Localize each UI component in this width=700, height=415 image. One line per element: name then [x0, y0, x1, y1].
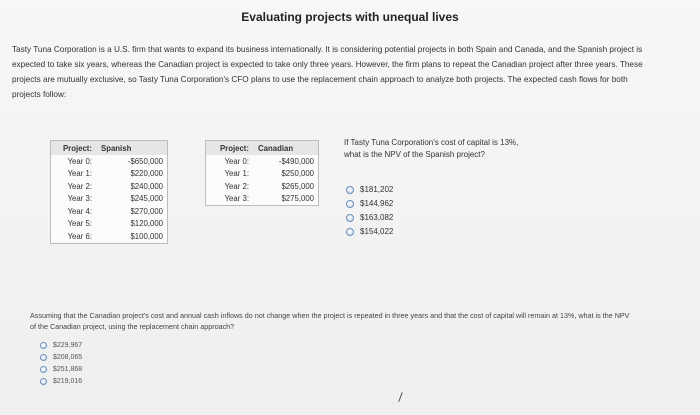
- year-label: Year 6:: [67, 231, 92, 241]
- radio-button[interactable]: [40, 342, 47, 349]
- option-label: $144,962: [360, 199, 394, 208]
- answer-option[interactable]: [40, 354, 82, 361]
- radio-button[interactable]: [40, 354, 47, 361]
- project-name: Canadian: [255, 141, 318, 155]
- year-label: Year 1:: [224, 169, 249, 179]
- table-row: [51, 168, 167, 181]
- option-label: $154,022: [360, 227, 394, 236]
- question-canadian-npv: Assuming that the Canadian project's cost and annual cash inflows do not change when the project is repeated in three years and that the cost of capital will remain at 13%, what is the NPV of the Canadian project, using the replacement chain approach?: [30, 311, 630, 331]
- canadian-cash-flow-table: [205, 140, 319, 206]
- radio-button[interactable]: [346, 186, 354, 194]
- year-label: Year 4:: [67, 206, 92, 216]
- option-label: $219,016: [53, 378, 83, 385]
- header-label: Project:: [206, 141, 255, 155]
- problem-intro: Tasty Tuna Corporation is a U.S. firm that wants to expand its business internationally. It is considering potential projects in both Spain and Canada, and the Spanish project is expected to take six years, whereas the Canadian project is expected to take only three years. However, the firm plans to repeat the Canadian project after three years. These projects are mutually exclusive, so Tasty Tuna Corporation's CFO plans to use the replacement chain approach to analyze both projects. The expected cash flows for both projects follow:: [12, 45, 643, 99]
- table-row: [51, 230, 167, 243]
- page-title: Evaluating projects with unequal lives: [241, 10, 459, 24]
- table-row: [51, 155, 167, 168]
- year-label: Year 2:: [67, 181, 92, 191]
- radio-button[interactable]: [346, 214, 354, 222]
- answer-option[interactable]: [40, 378, 82, 385]
- spanish-cash-flow-table: [50, 140, 168, 244]
- question-spanish-npv: If Tasty Tuna Corporation's cost of capital is 13%, what is the NPV of the Spanish project?: [344, 138, 519, 159]
- answer-option[interactable]: [346, 199, 393, 208]
- table-row: [51, 180, 167, 193]
- cash-flow-value: $270,000: [130, 206, 163, 216]
- cash-flow-value: $245,000: [130, 194, 163, 204]
- year-label: Year 1:: [67, 169, 92, 179]
- radio-button[interactable]: [40, 366, 47, 373]
- year-label: Year 2:: [224, 181, 249, 191]
- cash-flow-value: $220,000: [130, 169, 163, 179]
- answer-option[interactable]: [346, 213, 393, 222]
- year-label: Year 3:: [224, 194, 249, 204]
- year-label: Year 0:: [224, 156, 249, 166]
- answer-option[interactable]: [346, 185, 393, 194]
- cash-flow-value: $275,000: [281, 194, 314, 204]
- option-label: $163,082: [360, 213, 394, 222]
- answer-option[interactable]: [40, 366, 82, 373]
- header-label: Project:: [51, 141, 98, 155]
- year-label: Year 3:: [67, 194, 92, 204]
- option-label: $208,065: [53, 354, 83, 361]
- cash-flow-value: $250,000: [281, 169, 314, 179]
- cash-flow-value: $120,000: [130, 219, 163, 229]
- table-row: [206, 193, 318, 206]
- answer-option[interactable]: [40, 342, 82, 349]
- option-label: $229,967: [53, 342, 83, 349]
- table-row: [206, 180, 318, 193]
- project-name: Spanish: [98, 141, 167, 155]
- table-row: [206, 155, 318, 168]
- year-label: Year 0:: [67, 156, 92, 166]
- table-row: [206, 168, 318, 181]
- table-row: [51, 218, 167, 231]
- radio-button[interactable]: [346, 200, 354, 208]
- table-row: [51, 193, 167, 206]
- option-label: $181,202: [360, 185, 394, 194]
- cash-flow-value: $265,000: [281, 181, 314, 191]
- radio-button[interactable]: [40, 378, 47, 385]
- cash-flow-value: $240,000: [130, 181, 163, 191]
- radio-button[interactable]: [346, 228, 354, 236]
- table-row: [51, 205, 167, 218]
- table-header: [206, 141, 318, 155]
- cash-flow-value: $100,000: [130, 231, 163, 241]
- cash-flow-value: -$650,000: [127, 156, 163, 166]
- year-label: Year 5:: [67, 219, 92, 229]
- text-cursor: [398, 392, 402, 402]
- cash-flow-value: -$490,000: [278, 156, 314, 166]
- option-label: $251,868: [53, 366, 83, 373]
- answer-option[interactable]: [346, 227, 393, 236]
- table-header: [51, 141, 167, 155]
